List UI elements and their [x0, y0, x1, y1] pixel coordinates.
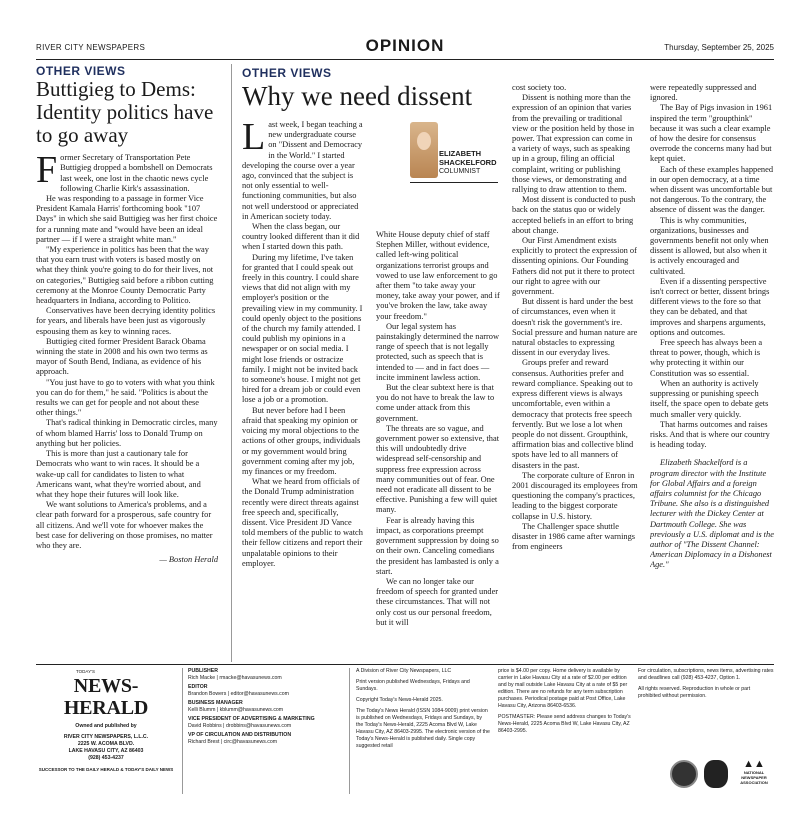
main-paragraph: White House deputy chief of staff Stephen Miller, without evidence, called left-wing political organizations terrorist groups and vowed to use law enforcement to go after them "to take away your money, take away your power, and if you've broken the law, take away your freedom.": [376, 230, 500, 321]
left-paragraph: Buttigieg cited former President Barack Obama winning the state in 2008 and his own two terms as mayor of South Bend, Indiana, as evidence of his approach.: [36, 336, 208, 377]
section-title: OPINION: [365, 36, 445, 55]
info-text: Copyright Today's News-Herald 2025.: [356, 697, 443, 703]
main-column-1: [242, 120, 364, 662]
main-column-4: [650, 83, 774, 662]
nna-logo-icon: ▲▲: [743, 758, 765, 770]
phone: (928) 453-4237: [88, 755, 124, 761]
info-text: For circulation, subscriptions, news items, advertising rates and deadlines call (928) 453-4237, Option 1.: [638, 668, 774, 681]
author-bio: Elizabeth Shackelford is a program director with the Institute for Global Affairs and a foreign affairs columnist for the Chicago Tribune. She also is a distinguished lecturer with the Dickey Center at Dartmouth College. She was previously a U.S. diplomat and is the author of "The Dissent Channel: American Diplomacy in a Dishonest Age.": [650, 458, 774, 570]
left-source: — Boston Herald: [159, 555, 218, 565]
left-first-paragraph: ormer Secretary of Transportation Pete Buttigieg dropped a bombshell on Democrats last week, one lost in the chaotic news cycle following Charlie Kirk's assassination.: [60, 153, 213, 193]
left-dropcap: F: [36, 149, 58, 192]
staff-title: PUBLISHER: [188, 668, 218, 674]
left-paragraph: That's radical thinking in Democratic circles, many of whom blamed Harris' loss to Donald Trump on anything but her policies.: [36, 418, 218, 448]
page-header: [36, 38, 774, 58]
info-text: All rights reserved. Reproduction in whole or part prohibited without permission.: [638, 686, 751, 699]
header-rule: [36, 59, 774, 60]
main-paragraph: cost society too.: [512, 83, 567, 92]
author-photo: [410, 122, 438, 178]
staff-list: [188, 668, 346, 746]
main-paragraph: The Challenger space shuttle disaster in 1986 came after warnings from engineers: [512, 521, 636, 552]
successor-line: SUCCESSOR TO THE DAILY HERALD & TODAY'S DAILY NEWS: [38, 767, 174, 772]
staff-line: Richard Brest | circ@havasunews.com: [188, 739, 278, 745]
main-paragraph: were repeatedly suppressed and ignored.: [650, 83, 757, 103]
issue-date: Thursday, September 25, 2025: [664, 43, 774, 52]
address-line: 2225 W. ACOMA BLVD.: [77, 741, 135, 747]
main-paragraph: Dissent is nothing more than the expression of an opinion that varies from the prevailing or traditional view or the position held by those in power. That expression can come in a variety of ways, such as speaking up in a group, filing an official complaint, writing or publishing those views, or demonstrating and rallying to draw attention to them.: [512, 93, 635, 195]
left-paragraph: Conservatives have been decrying identity politics for years, and liberals have been just as vigorously espousing them as key to winning races.: [36, 306, 216, 336]
left-headline: Buttigieg to Dems: Identity politics have to go away: [36, 77, 214, 148]
main-kicker: OTHER VIEWS: [242, 66, 332, 80]
main-paragraph: Our legal system has painstakingly determined the narrow range of speech that is not legally protected, such as speech that is intended to — and in fact does — incite imminent lawless action.: [376, 321, 500, 382]
main-paragraph: Each of these examples happened in our open democracy, at a time when dissent was uncomfortable but not dangerous. To the contrary, the absence of dissent was the danger.: [650, 164, 774, 215]
award-badge-icon: [670, 760, 698, 788]
author-role: COLUMNIST: [439, 168, 481, 175]
masthead-footer: [36, 668, 774, 798]
left-paragraph: He was responding to a passage in former Vice President Kamala Harris' forthcoming book "107 Days" in which she said Buttigieg was her first choice for a running mate and "would have been an ideal partner — if I were a straight white man.": [36, 194, 218, 244]
main-paragraph: Even if a dissenting perspective isn't correct or better, dissent brings different views to the fore so that they can be debated, and that improves and sharpens arguments, options and outcomes.: [650, 276, 770, 337]
publication-info-1: [356, 668, 490, 750]
staff-line: David Robbins | drobbins@havasunews.com: [188, 723, 292, 729]
main-headline: Why we need dissent: [242, 81, 473, 111]
author-name: ELIZABETH SHACKELFORD: [439, 149, 497, 167]
staff-line: Rich Macke | rmacke@havasunews.com: [188, 675, 282, 681]
main-column-2: [376, 230, 500, 662]
staff-title: VICE PRESIDENT OF ADVERTISING & MARKETING: [188, 716, 315, 722]
left-paragraph: This is more than just a cautionary tale for Democrats who want to win races. It should be a wake-up call for candidates to listen to what Americans want, what they're worried about, and what they hope their futures will look like.: [36, 449, 201, 499]
staff-title: VP OF CIRCULATION AND DISTRIBUTION: [188, 732, 292, 738]
masthead-logo-block: [36, 668, 176, 773]
main-paragraph: Groups prefer and reward consensus. Authorities prefer and reward compliance. Speaking out to express different views is always uncomfortable, even within a democracy that protects free speech fervently. But we lose a lot when people do not dissent. Groupthink, affirmation bias and collective blind spots have led to all manners of disasters in the past.: [512, 358, 634, 470]
main-paragraph: The corporate culture of Enron in 2001 discouraged its employees from questioning the company's practices, leading to the biggest corporate collapse in U.S. history.: [512, 470, 638, 521]
info-text: A Division of River City Newspapers, LLC: [356, 668, 452, 674]
main-paragraph: The Bay of Pigs invasion in 1961 inspired the term "groupthink" because it was such a clear example of how the desire for consensus overrode the concerns many had but kept quiet.: [650, 103, 773, 164]
main-paragraph: During my lifetime, I've taken for granted that I could speak out freely in this country. I could share views that did not align with my employer's position or the prevailing view in my community. I could openly object to the positions of the church my family attended. I could publish my opinions in a newspaper or on social media. I might lose friends or ostracize family. I might not be invited back to someone's house. I might not get hired for a dream job or could even lose a job or a promotion.: [242, 252, 363, 405]
info-text: POSTMASTER: Please send address changes to Today's News-Herald, 2225 Acoma Blvd W, Lake Havasu City, AZ 86403-2995.: [498, 714, 631, 734]
main-paragraph: But never before had I been afraid that speaking my opinion or voicing my moral objections to the actions of other groups, individuals or my government would bring government coming after my job, my finances or my freedom.: [242, 405, 361, 476]
owned-by: Owned and published by: [75, 723, 137, 729]
column-divider: [231, 64, 232, 662]
main-paragraph: Most dissent is conducted to push back on the status quo or widely accepted beliefs in an effort to bring about change.: [512, 195, 636, 235]
author-rule: [410, 182, 498, 183]
logo-top: TODAY'S: [76, 669, 95, 674]
main-paragraph: The threats are so vague, and government power so extensive, that this will undoubtedly drive widespread self-censorship and suppress free expression across many communities out of fear. One need not eradicate all dissent to be effective. Punishing a few will quiet many.: [376, 423, 500, 515]
main-paragraph: Fear is already having this impact, as corporations preempt government suppression by doing so on their own. Canceling comedians the president has lambasted is only a start.: [376, 515, 499, 576]
main-dropcap: L: [242, 120, 266, 158]
info-text: The Today's News Herald (ISSN 1084-9009) print version is published on Wednesdays, Fridays and Sundays, by the Today's News-Herald, 2225 Acoma Blvd W, Lake Havasu City, AZ 86403-2995. The electronic version of the Today's News-Herald is published daily. Single copy suggested retail: [356, 708, 490, 749]
main-paragraph: But the clear subtext here is that you do not have to break the law to come under attack from this government.: [376, 383, 495, 423]
info-text: Print version published Wednesdays, Fridays and Sundays.: [356, 679, 470, 692]
footer-rule: [36, 664, 774, 665]
left-paragraph: "You just have to go to voters with what you think you can do for them," he said. "Politics is about the results we can get for people and not about these other things.": [36, 377, 215, 418]
publication-info-2: [498, 668, 632, 735]
main-paragraph: Free speech has always been a threat to power, though, which is why protecting it within our Constitution was so essential.: [650, 338, 763, 378]
staff-line: Kelli Blumm | kblumm@havasunews.com: [188, 707, 284, 713]
newspaper-logo: NEWS-HERALD: [63, 675, 149, 719]
author-box: [410, 122, 500, 182]
info-text: price is $4.00 per copy. Home delivery is available by carrier in Lake Havasu City at a rate of $2.00 per edition and by mail outside Lake Havasu City at a rate of $5 per edition. There are no refunds for any term subscription purchases. Periodical postage paid at Post Office, Lake Havasu City, Arizona 86403-6536.: [498, 668, 628, 709]
main-paragraph: That harms outcomes and raises risks. And that is where our country is heading today.: [650, 419, 770, 450]
main-first-paragraph: ast week, I began teaching a new undergraduate course on "Dissent and Democracy in the World." I started developing the course over a year ago, convinced that the subject is not only essential to well-functioning communities, but also not well understood or appreciated in American society today.: [242, 120, 363, 221]
eagle-badge-icon: [704, 760, 728, 788]
nna-text: NATIONAL NEWSPAPER ASSOCIATION: [740, 770, 768, 785]
main-paragraph: When the class began, our country looked different than it did when I started down this path.: [242, 222, 360, 252]
staff-title: BUSINESS MANAGER: [188, 700, 243, 706]
left-paragraph: We want solutions to America's problems, and a clear path forward for a prosperous, safe country for all citizens. And we'll vote for whoever makes the best case for delivering on those promises, no matter who they are.: [36, 500, 213, 550]
main-paragraph: But dissent is hard under the best of circumstances, even when it doesn't risk the government's ire. Social pressure and human nature are natural obstacles to expressing dissent in our everyday lives.: [512, 297, 638, 358]
main-paragraph: This is why communities, organizations, businesses and governments benefit not only when dissent is allowed, but also when it is actively encouraged and cultivated.: [650, 215, 769, 276]
company-name: RIVER CITY NEWSPAPERS, L.L.C.: [63, 734, 149, 740]
nna-badge: [734, 758, 774, 792]
staff-title: EDITOR: [188, 684, 208, 690]
main-paragraph: We can no longer take our freedom of speech for granted under these circumstances. That will not only cost us our personal freedom, but it will: [376, 576, 499, 627]
staff-line: Brandon Bowers | editor@havasunews.com: [188, 691, 289, 697]
left-kicker: OTHER VIEWS: [36, 66, 126, 78]
main-paragraph: What we heard from officials of the Donald Trump administration recently were direct threats against free speech and, specifically, dissent. Vice President JD Vance told members of the public to watch their fellow citizens and report their unpalatable opinions to their employer.: [242, 477, 363, 568]
main-column-3: [512, 83, 638, 662]
main-paragraph: When an authority is actively suppressing or punishing speech itself, the space open to debate gets much smaller very quickly.: [650, 378, 769, 419]
left-article: [36, 66, 218, 666]
publication-name: RIVER CITY NEWSPAPERS: [36, 43, 146, 52]
main-paragraph: Our First Amendment exists explicitly to protect the expression of dissenting opinions. Our Founding Fathers did not put it there to protect our right to agree with our government.: [512, 236, 637, 297]
address-line: LAKE HAVASU CITY, AZ 86403: [68, 748, 144, 754]
left-paragraph: "My experience in politics has been that the way that you earn trust with voters is based mostly on what they think you're going to do for their lives, not on categories," Buttigieg said before a ribbon cutting ceremony at the Monroe County Democratic Party headquarters in Indiana, according to Politico.: [36, 245, 214, 306]
publication-info-3: [638, 668, 774, 700]
